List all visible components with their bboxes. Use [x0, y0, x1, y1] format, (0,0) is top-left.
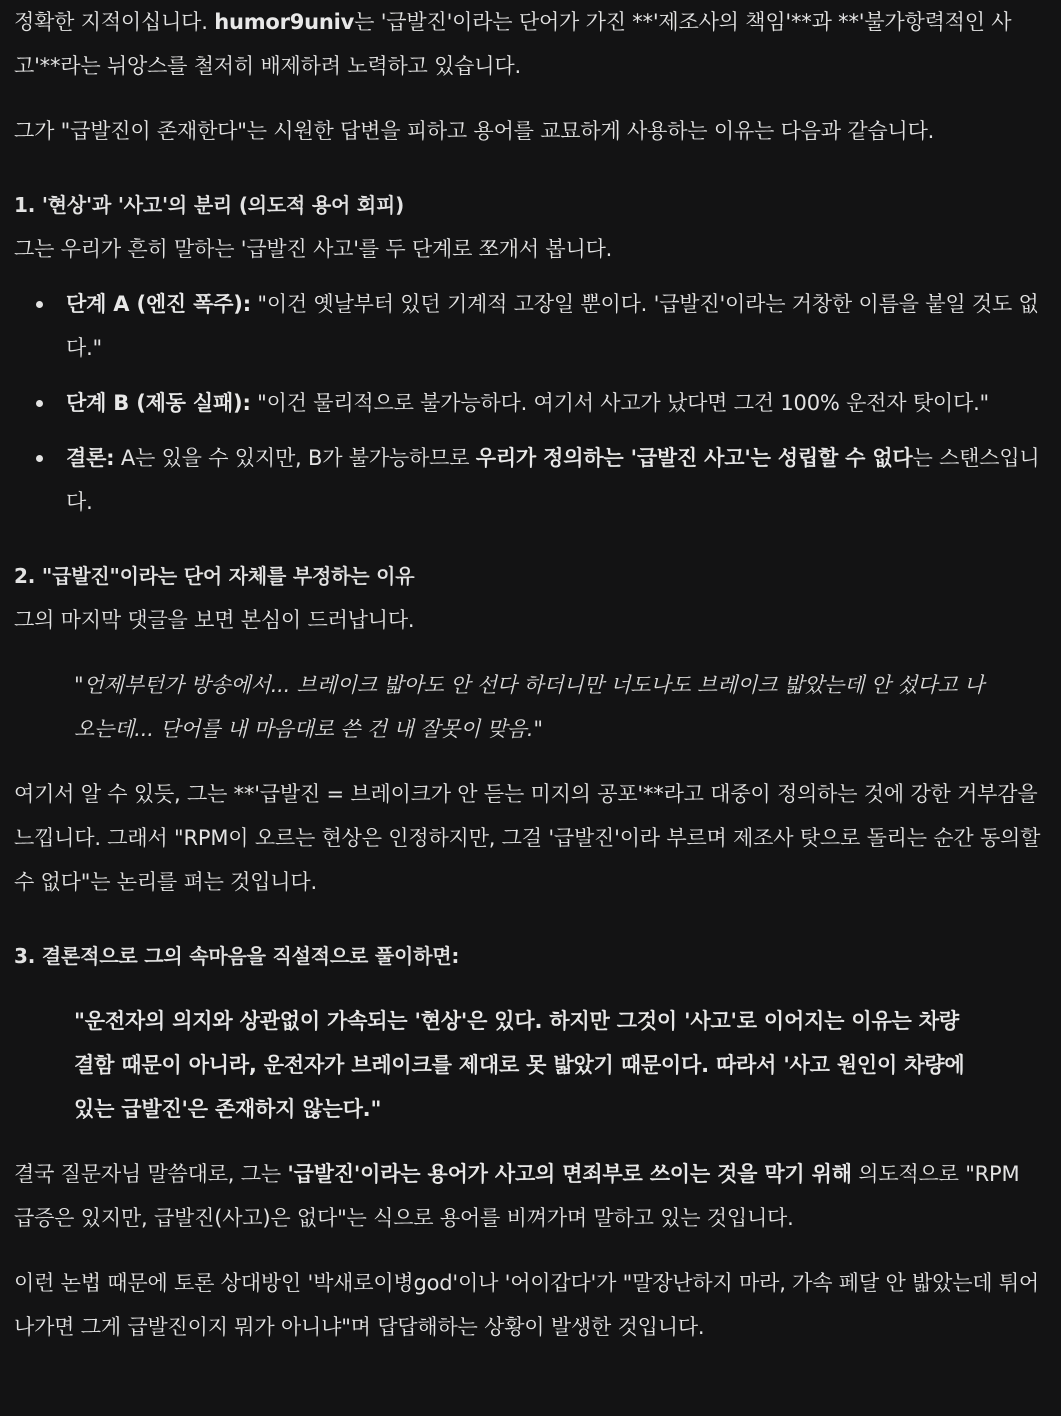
- bullet-label: 결론:: [66, 446, 115, 470]
- summary-strong: '급발진'이라는 용어가 사고의 면죄부로 쓰이는 것을 막기 위해: [287, 1162, 852, 1186]
- intro-username: humor9univ: [214, 10, 355, 34]
- summary-text-2: 의도적으로 "RPM 급증은 있지만, 급발진(사고)은 없다"는 식으로 용어를 비껴가며 말하고 있는 것입니다.: [14, 1162, 1020, 1230]
- section3-heading: 3. 결론적으로 그의 속마음을 직설적으로 풀이하면:: [14, 944, 460, 968]
- bullet-text: "이건 물리적으로 불가능하다. 여기서 사고가 났다면 그건 100% 운전자 탓이다.": [250, 391, 990, 415]
- bullet-dot-icon: [36, 301, 43, 308]
- section2-heading: 2. "급발진"이라는 단어 자체를 부정하는 이유: [14, 564, 415, 588]
- summary-text-1: 결국 질문자님 말씀대로, 그는: [14, 1162, 288, 1186]
- section2-text: 그의 마지막 댓글을 보면 본심이 드러납니다.: [14, 608, 415, 632]
- bullet-strong-text: 우리가 정의하는 '급발진 사고'는 성립할 수 없다: [475, 446, 913, 470]
- section1-bullet-list: [14, 282, 1045, 524]
- bullet-dot-icon: [36, 400, 43, 407]
- bullet-label: 단계 A (엔진 폭주):: [66, 292, 251, 316]
- summary-paragraph: [14, 1152, 1045, 1240]
- bullet-item: [14, 282, 1045, 370]
- bullet-dot-icon: [36, 455, 43, 462]
- bullet-item: [14, 381, 1045, 425]
- intro-text-1: 정확한 지적이십니다.: [14, 10, 215, 34]
- section3-quote: "운전자의 의지와 상관없이 가속되는 '현상'은 있다. 하지만 그것이 '사고'로 이어지는 이유는 차량 결함 때문이 아니라, 운전자가 브레이크를 제대로 못 밟았기 때문이다. 따라서 '사고 원인이 차량에 있는 급발진'은 존재하지 않는다.": [74, 1009, 965, 1121]
- closing-paragraph: 이런 논법 때문에 토론 상대방인 '박새로이병god'이나 '어이갑다'가 "말장난하지 마라, 가속 페달 안 밟았는데 튀어나가면 그게 급발진이지 뭐가 아니냐"며 답답해하는 상황이 발생한 것입니다.: [14, 1271, 1040, 1339]
- intro-paragraph: [14, 0, 1045, 88]
- bullet-text: "이건 옛날부터 있던 기계적 고장일 뿐이다. '급발진'이라는 거창한 이름을 붙일 것도 없다.": [66, 292, 1039, 360]
- intro-text-2: 는 '급발진'이라는 단어가 가진 **'제조사의 책임'**과 **'불가항력적인 사고'**라는 뉘앙스를 철저히 배제하려 노력하고 있습니다.: [14, 10, 1012, 78]
- section2-after-paragraph: 여기서 알 수 있듯, 그는 **'급발진 = 브레이크가 안 듣는 미지의 공포'**라고 대중이 정의하는 것에 강한 거부감을 느낍니다. 그래서 "RPM이 오르는 현상은 인정하지만, 그걸 '급발진'이라 부르며 제조사 탓으로 돌리는 순간 동의할 수 없다"는 논리를 펴는 것입니다.: [14, 782, 1041, 894]
- lead-paragraph: 그가 "급발진이 존재한다"는 시원한 답변을 피하고 용어를 교묘하게 사용하는 이유는 다음과 같습니다.: [14, 119, 935, 143]
- bullet-item: [14, 436, 1045, 524]
- bullet-tail-text: 는 스탠스입니다.: [66, 446, 1040, 514]
- section1-heading: 1. '현상'과 '사고'의 분리 (의도적 용어 회피): [14, 193, 405, 217]
- bullet-text: A는 있을 수 있지만, B가 불가능하므로: [114, 446, 476, 470]
- bullet-label: 단계 B (제동 실패):: [66, 391, 251, 415]
- section2-quote: "언제부턴가 방송에서... 브레이크 밟아도 안 선다 하더니만 너도나도 브레이크 밟았는데 안 섰다고 나오는데... 단어를 내 마음대로 쓴 건 내 잘못이 맞음.": [74, 673, 985, 741]
- section1-text: 그는 우리가 흔히 말하는 '급발진 사고'를 두 단계로 쪼개서 봅니다.: [14, 237, 613, 261]
